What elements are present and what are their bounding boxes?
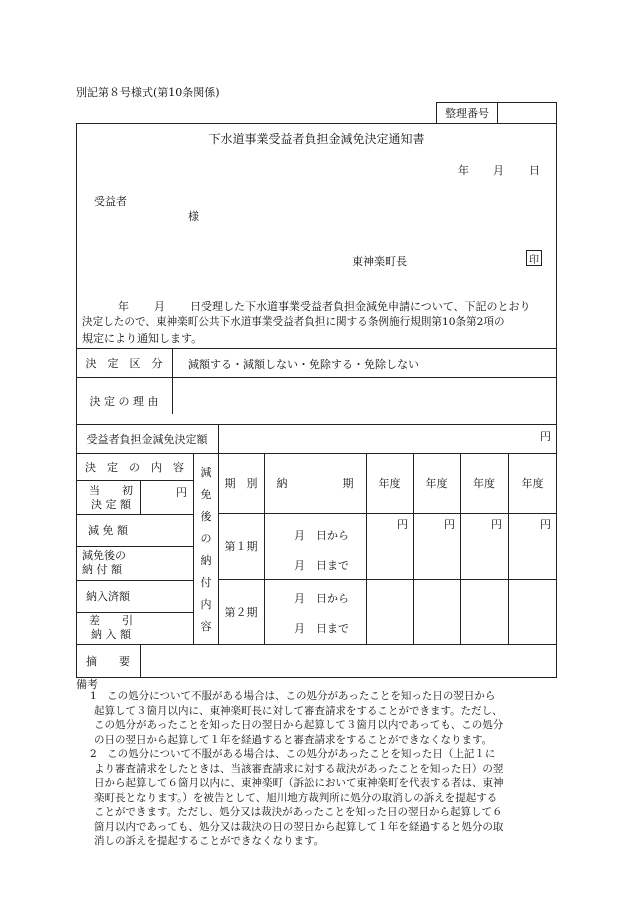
note-line-8: 楽町長となります。）を被告として、旭川地方裁判所に処分の取消しの訴えを提起する <box>94 791 498 804</box>
fiscal-year-2: 年度 <box>425 477 448 490</box>
note-line-11: 消しの訴えを提起することができなくなります。 <box>94 835 325 847</box>
body-year: 年 <box>118 300 129 313</box>
initial-label: 当 初 決 定 額 <box>89 484 133 511</box>
note-line-2: 起算して３箇月以内に、東神楽町長に対して審査請求をすることができます。ただし、 <box>94 704 503 717</box>
ref-number-field[interactable] <box>497 102 557 124</box>
vertical-label: 減 免 後 の 納 付 内 容 <box>200 466 212 633</box>
difference-label: 差 引 納 入 額 <box>89 614 133 641</box>
seal-mark: 印 <box>526 250 542 266</box>
decision-reason-label: 決 定 の 理 由 <box>89 395 159 408</box>
body-line-3: 規定により通知します。 <box>82 332 203 345</box>
amount-unit: 円 <box>540 430 551 443</box>
body-line-2: 決定したので、東神楽町公共下水道事業受益者負担に関する条例施行規則第10条第2項の <box>82 316 505 328</box>
date-day: 日 <box>529 164 540 177</box>
amount-field[interactable] <box>220 426 538 452</box>
decision-category-label: 決 定 区 分 <box>85 357 163 370</box>
period-1-to: 月 日まで <box>294 559 349 572</box>
ref-number-label: 整理番号 <box>436 102 498 124</box>
fiscal-year-3: 年度 <box>473 477 495 490</box>
period-2-from: 月 日から <box>294 592 349 605</box>
term-header: 納 期 <box>276 477 354 490</box>
paid-label: 納入済額 <box>86 590 130 603</box>
recipient-honorific: 様 <box>188 210 199 223</box>
content-label: 決 定 の 内 容 <box>85 460 184 474</box>
date-month: 月 <box>493 164 504 177</box>
period-1: 第１期 <box>224 540 258 553</box>
notice-title: 下水道事業受益者負担金減免決定通知書 <box>208 132 425 146</box>
yen-unit-1: 円 <box>397 518 408 531</box>
note-line-6: より審査請求をしたときは、当該審査請求に対する裁決があったことを知った日）の翌 <box>94 762 504 775</box>
note-line-3: この処分があったことを知った日の翌日から起算して３箇月以内であっても、この処分 <box>94 719 504 731</box>
note-line-5: 2 この処分について不服がある場合は、この処分があったことを知った日（上記１に <box>90 748 496 760</box>
period-2: 第２期 <box>224 606 258 619</box>
yen-unit-2: 円 <box>444 518 455 531</box>
initial-unit: 円 <box>176 486 187 499</box>
period-header: 期 別 <box>224 477 258 490</box>
decision-category-options[interactable]: 減額する・減額しない・免除する・免除しない <box>188 358 419 371</box>
remarks-label: 摘 要 <box>86 655 130 668</box>
recipient-label: 受益者 <box>94 195 127 208</box>
yen-unit-4: 円 <box>540 518 551 531</box>
period-2-to: 月 日まで <box>294 622 349 635</box>
notes-title: 備考 <box>76 678 98 691</box>
note-line-4: の日の翌日から起算して１年を経過すると審査請求をすることができなくなります。 <box>94 733 493 746</box>
remarks-field[interactable] <box>141 645 556 677</box>
body-month: 月 <box>154 300 165 313</box>
fiscal-year-4: 年度 <box>521 477 544 490</box>
decision-reason-field[interactable] <box>173 378 556 424</box>
issuer-name: 東神楽町長 <box>352 255 407 268</box>
body-line-1: 日受理した下水道事業受益者負担金減免申請について、下記のとおり <box>190 300 531 313</box>
note-line-7: 日から起算して６箇月以内に、東神楽町（訴訟において東神楽町を代表する者は、東神 <box>94 777 504 789</box>
note-line-10: 箇月以内であっても、処分又は裁決の日の翌日から起算して１年を経過すると処分の取 <box>94 820 504 833</box>
after-reduction-label: 減免後の 納 付 額 <box>82 549 126 576</box>
note-line-9: ことができます。ただし、処分又は裁決があったことを知った日の翌日から起算して６ <box>94 806 503 818</box>
period-1-from: 月 日から <box>294 529 349 542</box>
amount-label: 受益者負担金減免決定額 <box>86 433 208 446</box>
yen-unit-3: 円 <box>491 518 502 531</box>
date-year: 年 <box>458 164 469 177</box>
form-reference: 別記第８号様式(第10条関係) <box>76 86 220 99</box>
fiscal-year-1: 年度 <box>378 477 401 490</box>
note-line-1: 1 この処分について不服がある場合は、この処分があったことを知った日の翌日から <box>90 690 496 702</box>
reduction-label: 減 免 額 <box>88 524 128 537</box>
